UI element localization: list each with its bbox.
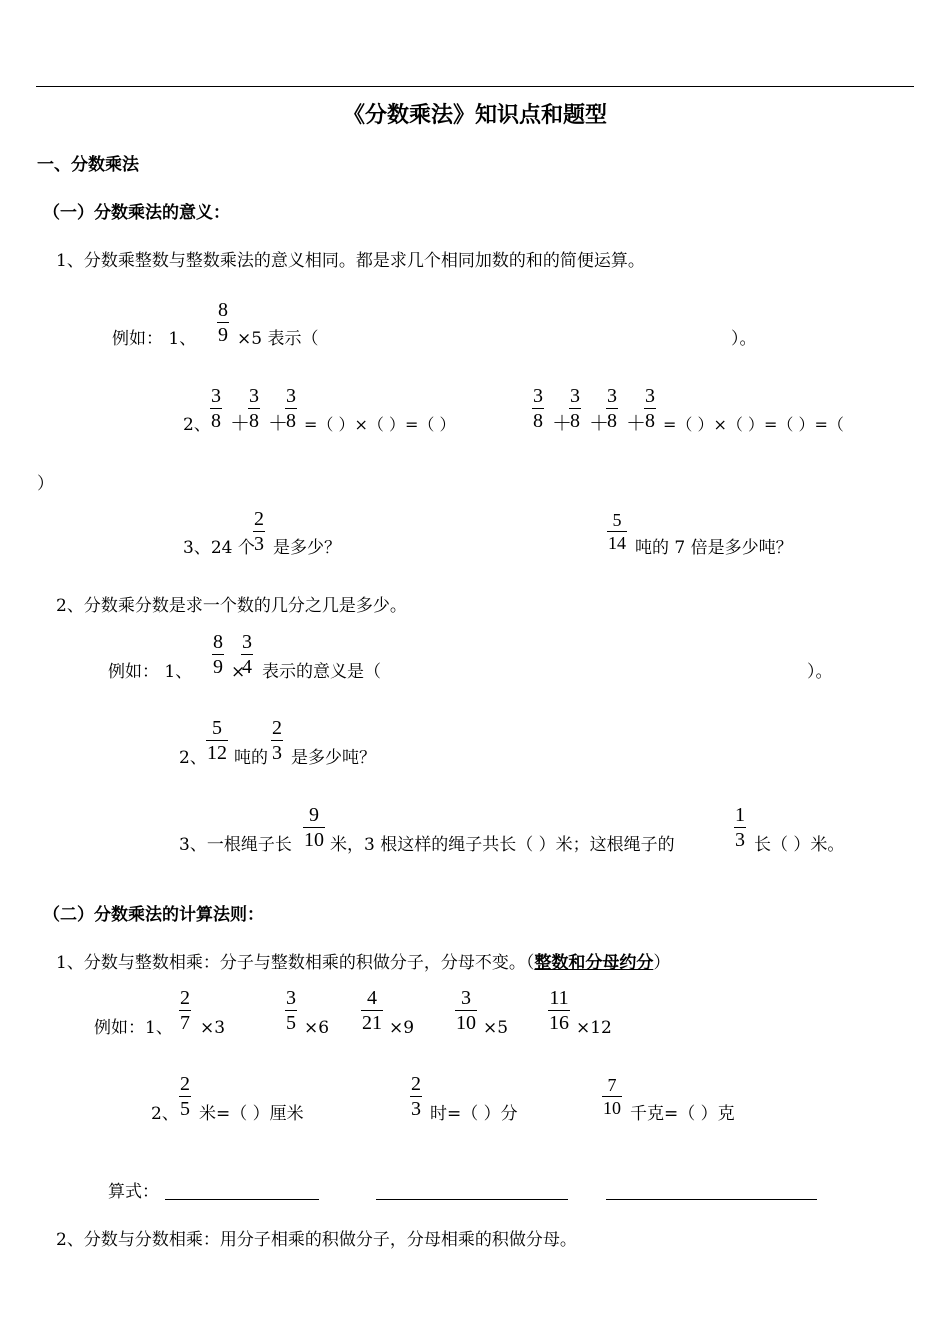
multiplier: ×6 <box>304 1018 330 1038</box>
plus-sign: ＋ <box>626 411 646 435</box>
multiplier: ×3 <box>200 1018 226 1038</box>
fraction: $\frac{3}{8}$ <box>607 385 617 432</box>
multiplier: ×12 <box>576 1018 612 1038</box>
subsection-heading-meaning: （一）分数乘法的意义： <box>43 203 230 223</box>
example-3-lead: 3、24 个 <box>183 538 255 558</box>
plus-sign: ＋ <box>230 411 250 435</box>
fraction: $\frac{5}{14}$ <box>608 510 626 553</box>
fraction: $\frac{7}{10}$ <box>603 1075 621 1118</box>
example-1-lead: 例如： 1、 <box>112 329 197 349</box>
fraction: $\frac{2}{3}$ <box>254 508 264 555</box>
plus-sign: ＋ <box>268 411 288 435</box>
plus-sign: ＋ <box>552 411 572 435</box>
example-3-text-a: 是多少？ <box>273 538 341 558</box>
fraction: $\frac{11}{16}$ <box>549 987 569 1034</box>
example-4-close: ）。 <box>807 662 833 682</box>
example-2-blanks-a: =（ ）×（ ）=（ ） <box>304 415 456 434</box>
rule-1-emphasis: 整数和分母约分 <box>534 953 654 973</box>
example-6-text-b: 长（ ）米。 <box>754 835 845 855</box>
example-5-lead: 2、 <box>179 748 207 768</box>
fraction: $\frac{3}{8}$ <box>533 385 543 432</box>
example-7-lead: 例如：1、 <box>94 1018 173 1038</box>
fraction: $\frac{2}{5}$ <box>180 1073 190 1120</box>
fraction: $\frac{3}{5}$ <box>286 987 296 1034</box>
fraction: $\frac{3}{4}$ <box>242 631 252 678</box>
plus-sign: ＋ <box>589 411 609 435</box>
example-2-blanks-b: =（ ）×（ ）=（ ）=（ <box>663 415 844 434</box>
rule-1: 1、分数与整数相乘：分子与整数相乘的积做分子，分母不变。（整数和分母约分） <box>56 953 671 973</box>
answer-line <box>165 1199 319 1200</box>
fraction: $\frac{4}{21}$ <box>362 987 382 1034</box>
fraction: $\frac{2}{3}$ <box>411 1073 421 1120</box>
answer-line <box>376 1199 568 1200</box>
subsection-heading-rules: （二）分数乘法的计算法则： <box>43 905 264 925</box>
paragraph-meaning-2: 2、分数乘分数是求一个数的几分之几是多少。 <box>56 596 407 616</box>
fraction: $\frac{3}{10}$ <box>456 987 476 1034</box>
answer-line <box>606 1199 817 1200</box>
example-6-text-a: 米，3 根这样的绳子共长（ ）米；这根绳子的 <box>330 835 675 855</box>
fraction: $\frac{3}{8}$ <box>249 385 259 432</box>
fraction: $\frac{2}{7}$ <box>180 987 190 1034</box>
conversion-blank: 米=（ ）厘米 <box>199 1104 304 1124</box>
fraction: $\frac{9}{10}$ <box>304 804 324 851</box>
conversion-blank: 千克=（ ）克 <box>630 1104 735 1124</box>
example-2-wrap: ） <box>37 474 54 494</box>
fraction: $\frac{3}{8}$ <box>211 385 221 432</box>
example-3-text-b: 吨的 7 倍是多少吨？ <box>635 538 793 558</box>
page-title: 《分数乘法》知识点和题型 <box>342 102 607 128</box>
fraction: $\frac{8}{9}$ <box>218 299 228 346</box>
fraction: $\frac{3}{8}$ <box>645 385 655 432</box>
fraction: $\frac{1}{3}$ <box>735 804 745 851</box>
multiplier: ×5 <box>483 1018 509 1038</box>
example-5-text-b: 是多少吨？ <box>291 748 376 768</box>
paragraph-meaning-1: 1、分数乘整数与整数乘法的意义相同。都是求几个相同加数的和的简便运算。 <box>56 251 645 271</box>
example-4-text: 表示的意义是（ <box>262 662 381 682</box>
times-sign: × <box>231 662 246 682</box>
example-1-text: ×5 表示（ <box>237 329 319 349</box>
example-2-lead: 2、 <box>183 415 211 435</box>
fraction: $\frac{5}{12}$ <box>207 717 227 764</box>
example-6-lead: 3、一根绳子长 <box>179 835 292 855</box>
conversion-blank: 时=（ ）分 <box>430 1104 518 1124</box>
top-rule <box>36 86 914 87</box>
rule-2: 2、分数与分数相乘：用分子相乘的积做分子，分母相乘的积做分母。 <box>56 1230 577 1250</box>
formula-label: 算式： <box>108 1182 159 1202</box>
multiplier: ×9 <box>389 1018 415 1038</box>
fraction: $\frac{2}{3}$ <box>272 717 282 764</box>
example-1-close: ）。 <box>731 329 757 349</box>
example-8-lead: 2、 <box>151 1104 179 1124</box>
example-4-lead: 例如： 1、 <box>108 662 193 682</box>
fraction: $\frac{3}{8}$ <box>286 385 296 432</box>
section-heading-1: 一、分数乘法 <box>37 155 139 175</box>
fraction: $\frac{3}{8}$ <box>570 385 580 432</box>
example-5-text-a: 吨的 <box>234 748 268 768</box>
fraction: $\frac{8}{9}$ <box>213 631 223 678</box>
